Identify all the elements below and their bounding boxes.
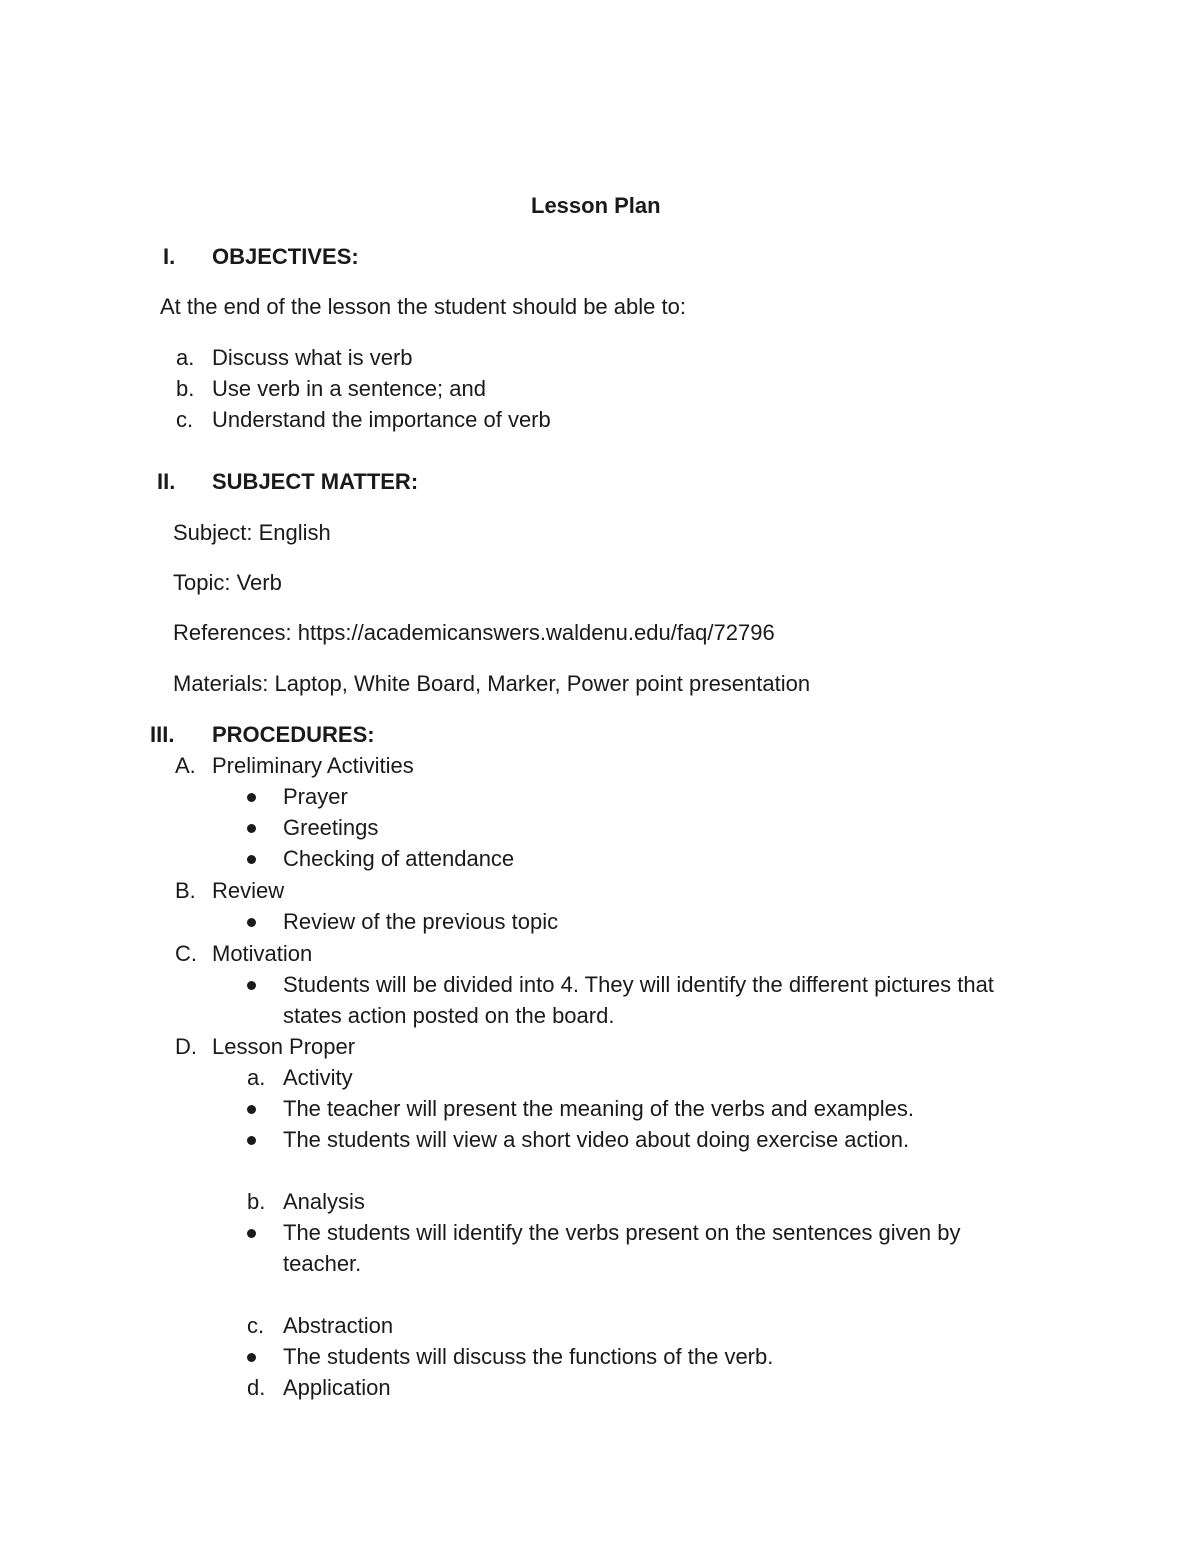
sub-label-activity: Activity <box>283 1065 353 1090</box>
bullet-icon <box>247 1136 256 1145</box>
sub-label-abstraction: Abstraction <box>283 1313 394 1338</box>
section-numeral-objectives: I. <box>163 244 176 269</box>
procedure-marker-c: C. <box>175 941 197 966</box>
list-item: Students will be divided into 4. They will identify the different pictures that <box>283 972 994 997</box>
list-item: Greetings <box>283 815 379 840</box>
section-numeral-procedures: III. <box>150 722 175 747</box>
procedure-label-motivation: Motivation <box>212 941 313 966</box>
section-numeral-subject-matter: II. <box>157 469 176 494</box>
sub-marker-analysis: b. <box>247 1189 266 1214</box>
bullet-icon <box>247 793 256 802</box>
list-item: The students will discuss the functions of the verb. <box>283 1344 774 1369</box>
objective-item: Use verb in a sentence; and <box>212 376 486 401</box>
procedure-label-lesson-proper: Lesson Proper <box>212 1034 356 1059</box>
procedure-label-preliminary: Preliminary Activities <box>212 753 414 778</box>
references-line: References: https://academicanswers.waldenu.edu/faq/72796 <box>173 620 775 645</box>
section-heading-procedures: PROCEDURES: <box>212 722 375 747</box>
sub-marker-abstraction: c. <box>247 1313 265 1338</box>
objective-item: Discuss what is verb <box>212 345 413 370</box>
bullet-icon <box>247 1353 256 1362</box>
section-heading-objectives: OBJECTIVES: <box>212 244 359 269</box>
procedure-marker-d: D. <box>175 1034 197 1059</box>
bullet-icon <box>247 855 256 864</box>
objective-marker: b. <box>176 376 195 401</box>
objectives-intro: At the end of the lesson the student should be able to: <box>160 294 686 319</box>
section-heading-subject-matter: SUBJECT MATTER: <box>212 469 419 494</box>
procedure-marker-b: B. <box>175 878 196 903</box>
list-item: Checking of attendance <box>283 846 515 871</box>
objective-marker: a. <box>176 345 195 370</box>
bullet-icon <box>247 981 256 990</box>
list-item: Prayer <box>283 784 348 809</box>
procedure-label-review: Review <box>212 878 285 903</box>
sub-marker-application: d. <box>247 1375 266 1400</box>
sub-label-analysis: Analysis <box>283 1189 365 1214</box>
topic-line: Topic: Verb <box>173 570 282 595</box>
bullet-icon <box>247 1105 256 1114</box>
list-item-continuation: states action posted on the board. <box>283 1003 615 1028</box>
materials-line: Materials: Laptop, White Board, Marker, Power point presentation <box>173 671 811 696</box>
bullet-icon <box>247 1229 256 1238</box>
sub-marker-activity: a. <box>247 1065 266 1090</box>
bullet-icon <box>247 918 256 927</box>
list-item: The students will identify the verbs present on the sentences given by <box>283 1220 961 1245</box>
sub-label-application: Application <box>283 1375 391 1400</box>
page-title: Lesson Plan <box>531 193 661 218</box>
bullet-icon <box>247 824 256 833</box>
list-item: Review of the previous topic <box>283 909 559 934</box>
subject-line: Subject: English <box>173 520 331 545</box>
objective-item: Understand the importance of verb <box>212 407 551 432</box>
procedure-marker-a: A. <box>175 753 196 778</box>
list-item: The students will view a short video about doing exercise action. <box>283 1127 910 1152</box>
list-item: The teacher will present the meaning of the verbs and examples. <box>283 1096 915 1121</box>
objective-marker: c. <box>176 407 194 432</box>
list-item-continuation: teacher. <box>283 1251 362 1276</box>
